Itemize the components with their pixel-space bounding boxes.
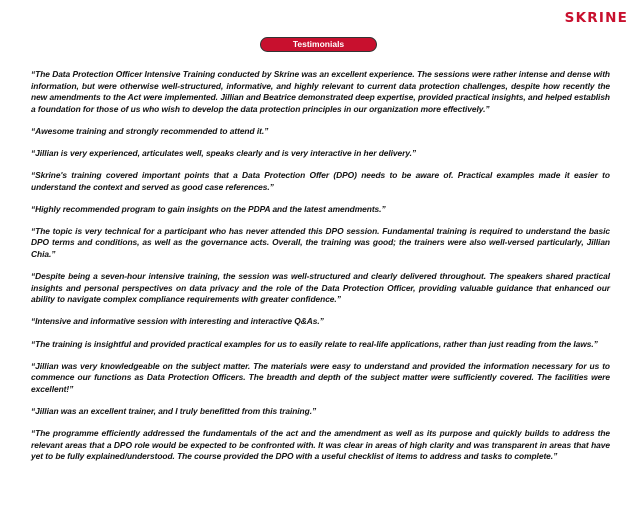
testimonial-item: “Jillian was very knowledgeable on the subject matter. The materials were easy to understand and provided the information necessary for us to commence our functions as Data Protection Officers. The breadth and depth of the subject matter were sufficiently covered. The facilities were excellent!” bbox=[31, 360, 610, 394]
testimonial-item: “Jillian was an excellent trainer, and I truly benefitted from this training.” bbox=[31, 405, 317, 416]
testimonial-item: “Intensive and informative session with interesting and interactive Q&As.” bbox=[31, 316, 324, 327]
testimonial-item: “Awesome training and strongly recommended to attend it.” bbox=[31, 125, 269, 136]
skrine-logo: SKRINE bbox=[564, 10, 628, 26]
testimonial-item: “The training is insightful and provided practical examples for us to easily relate to real-life applications, rather than just reading from the laws.” bbox=[31, 338, 598, 349]
testimonial-item: “The programme efficiently addressed the fundamentals of the act and the amendment as well as its purpose and quickly builds to address the relevant areas that a DPO role would be expected to be confronted with. It was clear in areas of high clarity and was transparent in areas that have yet to be fully explained/understood. The course provided the DPO with a useful checklist of items to address and tasks to complete.” bbox=[31, 427, 610, 462]
testimonial-item: “Jillian is very experienced, articulates well, speaks clearly and is very interactive in her delivery.” bbox=[31, 147, 417, 158]
testimonial-item: “The topic is very technical for a participant who has never attended this DPO session. Fundamental training is required to understand the basic DPO terms and conditions, as well as the governance acts. Overall, the training was good; the trainers were also well-versed particularly, Jillian Chia.” bbox=[31, 225, 610, 260]
section-title: Testimonials bbox=[292, 39, 345, 50]
testimonials-list bbox=[31, 69, 610, 473]
section-title-badge bbox=[260, 37, 377, 52]
testimonial-item: “Highly recommended program to gain insights on the PDPA and the latest amendments.” bbox=[31, 203, 386, 214]
testimonial-item: “Despite being a seven-hour intensive training, the session was well-structured and clearly delivered throughout. The speakers shared practical insights and personal perspectives on data privacy and the role of the Data Protection Officer, providing valuable guidance that enhanced our ability to navigate complex compliance requirements with greater confidence.” bbox=[31, 271, 610, 305]
testimonial-item: “The Data Protection Officer Intensive Training conducted by Skrine was an excellent experience. The sessions were rather intense and dense with information, but were otherwise well-structured, informative, and highly relevant to current data protection challenges, despite how recently the new amendments to the Act were implemented. Jillian and Beatrice demonstrated deep expertise, provided practical insights, and helped establish a foundation for those of us who wish to develop the data protection principles in our organization more effectively.” bbox=[31, 69, 610, 114]
testimonial-item: “Skrine's training covered important points that a Data Protection Offer (DPO) needs to be aware of. Practical examples made it easier to understand the context and served as good case references.” bbox=[31, 170, 610, 192]
